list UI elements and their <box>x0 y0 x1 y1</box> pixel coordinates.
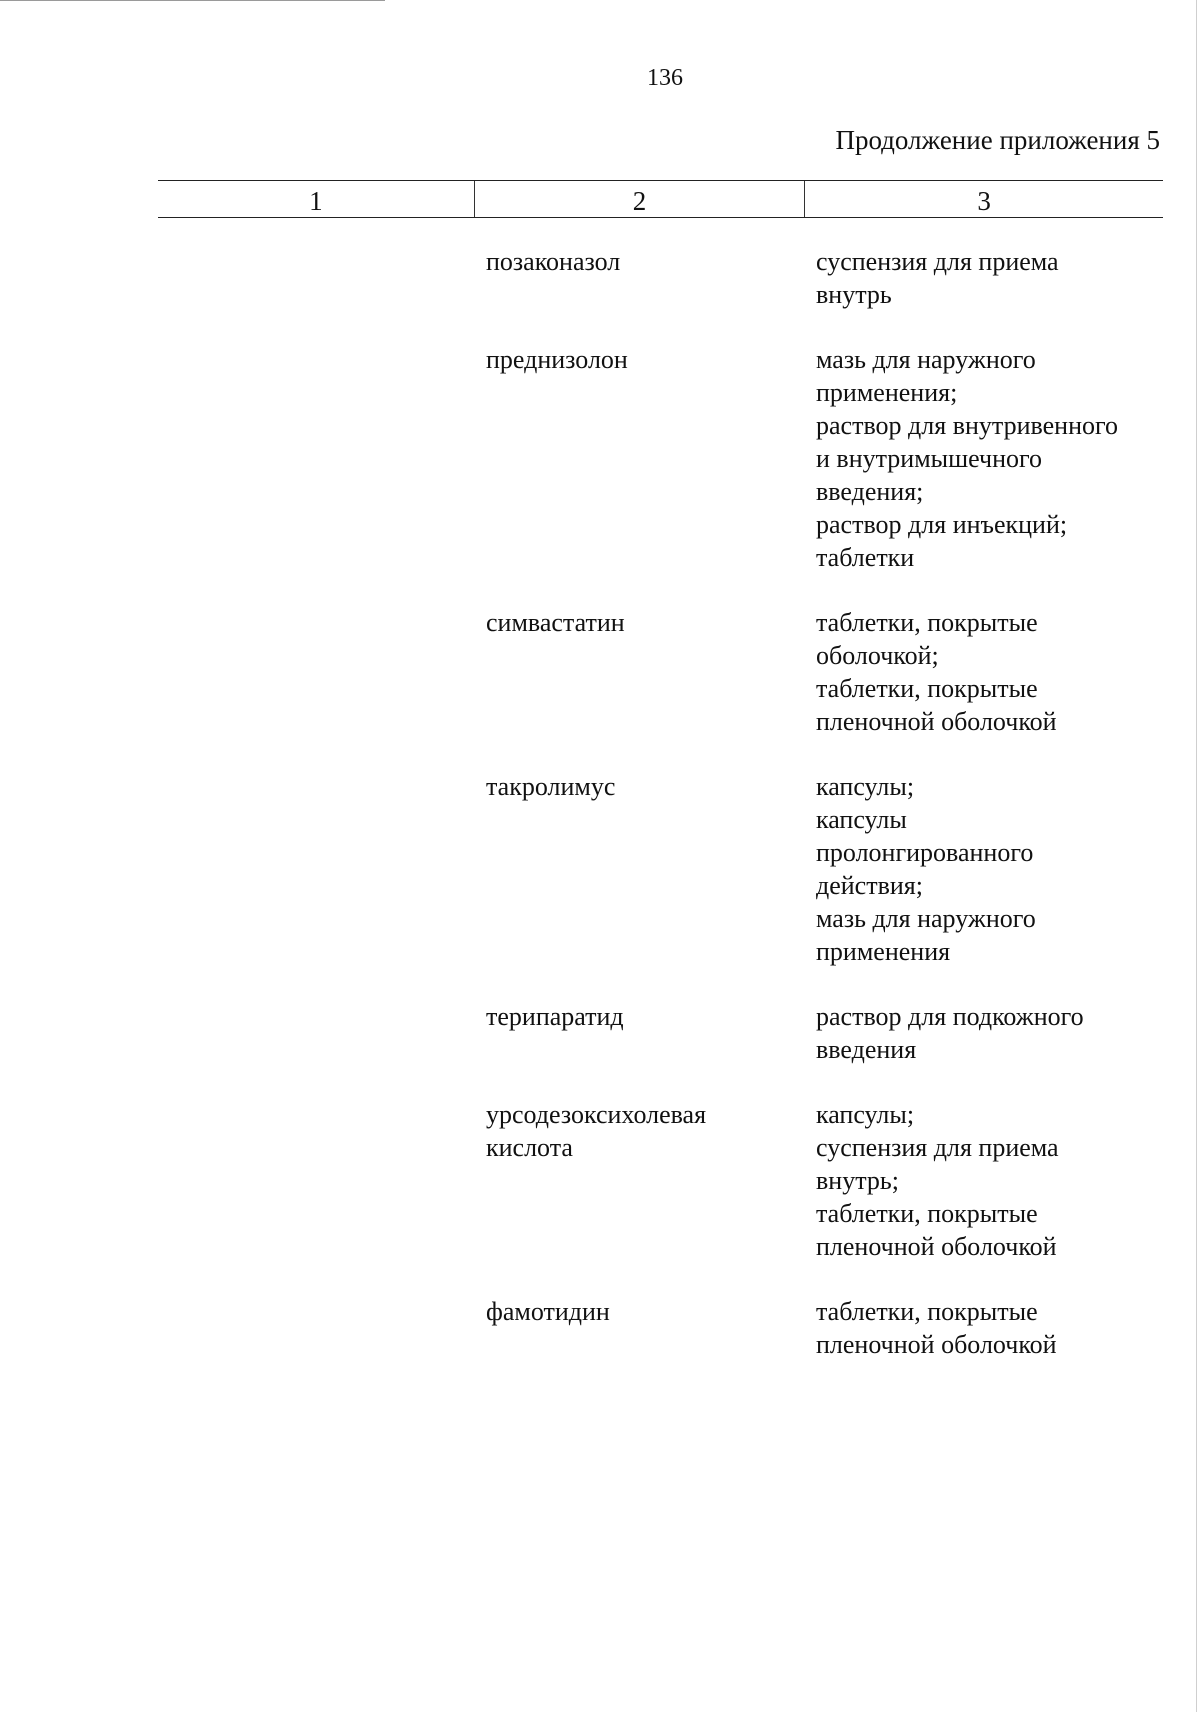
dosage-form-line: капсулы; <box>816 772 915 801</box>
dosage-form-line: применения <box>816 937 951 966</box>
dosage-form-line: таблетки, покрытые <box>816 1297 1038 1326</box>
dosage-form-line: мазь для наружного <box>816 904 1036 933</box>
dosage-form-line: таблетки, покрытые <box>816 674 1038 703</box>
dosage-form-line: таблетки <box>816 543 915 572</box>
dosage-form-line: таблетки, покрытые <box>816 608 1038 637</box>
header-col-1: 1 <box>309 186 323 216</box>
dosage-form-line: пленочной оболочкой <box>816 1330 1057 1359</box>
dosage-form-line: внутрь <box>816 280 892 309</box>
dosage-form <box>816 770 1156 968</box>
drug-name-line: терипаратид <box>486 1002 624 1031</box>
dosage-form-line: и внутримышечного <box>816 444 1043 473</box>
dosage-form <box>816 245 1156 311</box>
drug-name-line: преднизолон <box>486 345 628 374</box>
table-row <box>158 245 1163 311</box>
dosage-form-line: суспензия для приема <box>816 1133 1059 1162</box>
header-col-2: 2 <box>474 181 805 217</box>
dosage-form <box>816 343 1156 574</box>
dosage-form-line: пролонгированного <box>816 838 1034 867</box>
dosage-form-line: таблетки, покрытые <box>816 1199 1038 1228</box>
continuation-label: Продолжение приложения 5 <box>835 125 1160 155</box>
dosage-form-line: пленочной оболочкой <box>816 707 1057 736</box>
dosage-form <box>816 606 1156 738</box>
dosage-form-line: введения <box>816 1035 917 1064</box>
drug-name <box>486 1098 806 1164</box>
drug-name <box>486 1295 806 1328</box>
drug-name <box>486 245 806 278</box>
drug-name-line: такролимус <box>486 772 616 801</box>
drug-name <box>486 770 806 803</box>
dosage-form-line: капсулы; <box>816 1100 915 1129</box>
drug-name-line: фамотидин <box>486 1297 610 1326</box>
dosage-form-line: капсулы <box>816 805 907 834</box>
scan-edge-right <box>1196 0 1197 1712</box>
table-row <box>158 770 1163 968</box>
dosage-form-line: раствор для инъекций; <box>816 510 1068 539</box>
drug-name <box>486 606 806 639</box>
dosage-form-line: пленочной оболочкой <box>816 1232 1057 1261</box>
dosage-form <box>816 1098 1156 1263</box>
dosage-form <box>816 1000 1156 1066</box>
drug-name <box>486 1000 806 1033</box>
dosage-form-line: действия; <box>816 871 923 900</box>
drug-name-line: урсодезоксихолевая <box>486 1100 707 1129</box>
table-row <box>158 606 1163 738</box>
dosage-form-line: оболочкой; <box>816 641 939 670</box>
dosage-form-line: суспензия для приема <box>816 247 1059 276</box>
header-col-3: 3 <box>804 181 1163 217</box>
dosage-form-line: раствор для внутривенного <box>816 411 1118 440</box>
dosage-form-line: раствор для подкожного <box>816 1002 1084 1031</box>
dosage-form-line: введения; <box>816 477 924 506</box>
table-row <box>158 343 1163 574</box>
dosage-form-line: внутрь; <box>816 1166 899 1195</box>
drug-name-line: кислота <box>486 1133 573 1162</box>
table-row <box>158 1000 1163 1066</box>
page-number: 136 <box>647 65 683 91</box>
table-row <box>158 1295 1163 1361</box>
scan-edge-top <box>0 0 385 1</box>
table-header <box>158 180 1163 218</box>
drug-name-line: позаконазол <box>486 247 621 276</box>
table-row <box>158 1098 1163 1263</box>
dosage-form-line: мазь для наружного <box>816 345 1036 374</box>
drug-name <box>486 343 806 376</box>
drug-name-line: симвастатин <box>486 608 625 637</box>
table-body <box>158 245 1163 1361</box>
dosage-form-line: применения; <box>816 378 958 407</box>
dosage-form <box>816 1295 1156 1361</box>
